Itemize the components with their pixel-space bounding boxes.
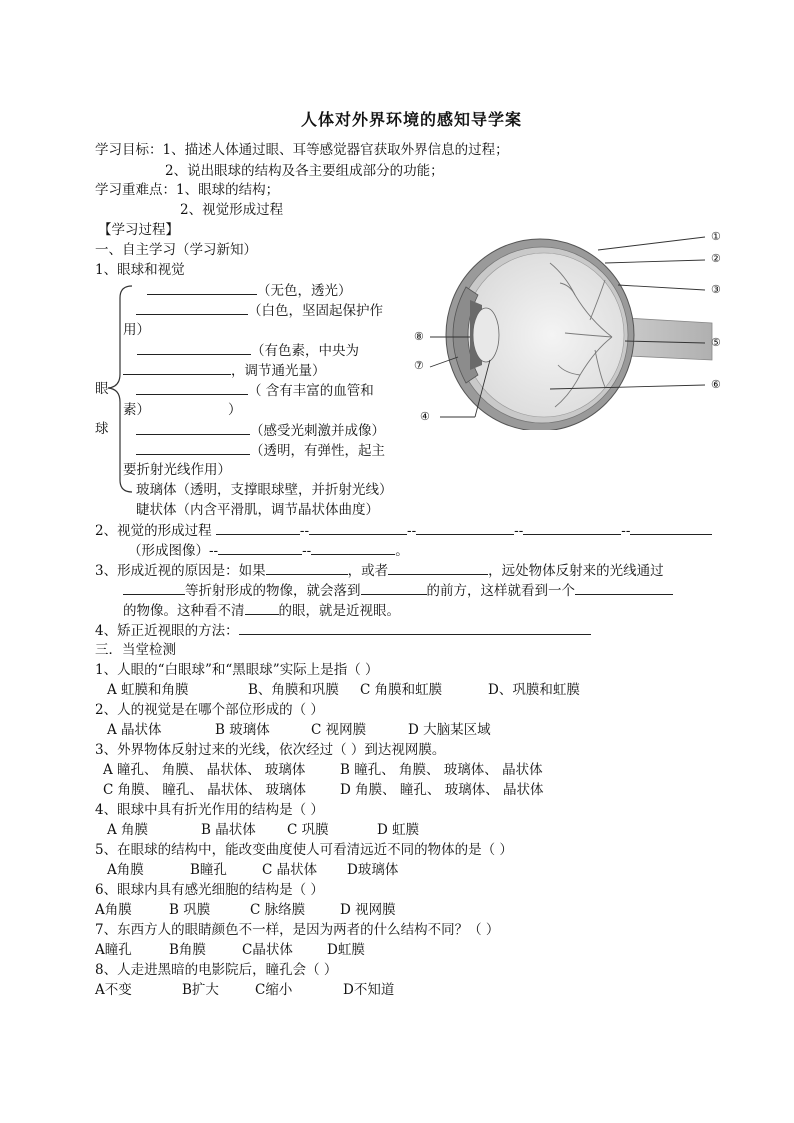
blank-line[interactable] (218, 541, 302, 555)
blank-line[interactable] (523, 521, 621, 535)
q2-opt-d[interactable]: D 大脑某区域 (408, 722, 491, 738)
blank-line[interactable] (266, 561, 348, 575)
section2-heading: 三．当堂检测 (95, 642, 176, 658)
keypoints-line-1 (95, 181, 279, 199)
diagram-label-4: ④ (420, 410, 430, 423)
q1-opt-c[interactable]: C 角膜和虹膜 (360, 682, 443, 698)
q4-line: 4、矫正近视眼的方法： (95, 621, 591, 640)
blank-line[interactable] (136, 421, 250, 435)
row-choroid: （ 含有丰富的血管和 (136, 381, 374, 400)
question-5: 5、在眼球的结构中，能改变曲度使人可看清远近不同的物体的是（ ） (95, 842, 513, 858)
blank-line[interactable] (575, 581, 673, 595)
question-3: 3、外界物体反射过来的光线，依次经过（ ）到达视网膜。 (95, 742, 446, 758)
q5-opt-d[interactable]: D玻璃体 (347, 862, 399, 878)
blank-line[interactable] (388, 561, 488, 575)
diagram-label-2: ② (711, 252, 721, 265)
q6-opt-b[interactable]: B 巩膜 (169, 902, 211, 918)
blank-line[interactable] (137, 341, 251, 355)
question-1: 1、人眼的“白眼球”和“黑眼球”实际上是指（ ） (95, 662, 379, 678)
q4-opt-c[interactable]: C 巩膜 (287, 822, 329, 838)
diagram-label-8: ⑧ (414, 330, 424, 343)
brace-char-ball: 球 (95, 421, 109, 437)
blank-line[interactable] (416, 521, 514, 535)
diagram-label-1: ① (711, 230, 721, 243)
blank-line[interactable] (136, 441, 250, 455)
row-iris: （有色素，中央为 (137, 341, 359, 360)
blank-line[interactable] (245, 601, 279, 615)
row-iris-cont: ，调节通光量） (123, 361, 326, 380)
q3-opt-d[interactable]: D 角膜、 瞳孔、 玻璃体、 晶状体 (340, 782, 544, 798)
q3-opt-b[interactable]: B 瞳孔、 角膜、 玻璃体、 晶状体 (340, 762, 543, 778)
q3-opt-a[interactable]: A 瞳孔、 角膜、 晶状体、 玻璃体 (103, 762, 306, 778)
q6-opt-a[interactable]: A角膜 (95, 902, 132, 918)
row-lens-cont: 要折射光线作用） (123, 462, 231, 478)
q4-opt-a[interactable]: A 角膜 (107, 822, 149, 838)
q2-opt-a[interactable]: A 晶状体 (107, 722, 162, 738)
q5-opt-a[interactable]: A角膜 (107, 862, 144, 878)
blank-line[interactable] (136, 381, 248, 395)
q6-opt-c[interactable]: C 脉络膜 (250, 902, 306, 918)
q1-opt-a[interactable]: A 虹膜和角膜 (107, 682, 189, 698)
goal-2: 2、说出眼球的结构及各主要组成部分的功能； (165, 163, 444, 179)
q1-opt-d[interactable]: D、巩膜和虹膜 (488, 682, 580, 698)
blank-line[interactable] (123, 361, 231, 375)
q1-opt-b[interactable]: B、角膜和巩膜 (248, 682, 339, 698)
diagram-label-6: ⑥ (711, 378, 721, 391)
q2-line2: （形成图像）-- -- 。 (128, 543, 409, 559)
q3-line2: 等折射形成的物像，就会落到 的前方，这样就看到一个 (123, 581, 673, 600)
blank-line[interactable] (147, 281, 257, 295)
keypoints-label: 学习重难点： (95, 182, 176, 198)
q7-opt-a[interactable]: A瞳孔 (95, 942, 132, 958)
q2-line1: 2、视觉的形成过程 -- -- -- -- (95, 521, 712, 540)
blank-line[interactable] (216, 521, 300, 535)
q7-opt-c[interactable]: C晶状体 (242, 942, 293, 958)
blank-line[interactable] (630, 521, 712, 535)
row-lens: （透明，有弹性，起主 (136, 441, 385, 460)
blank-line[interactable] (311, 541, 395, 555)
keypoint-2: 2、视觉形成过程 (180, 202, 284, 218)
row-ciliary: 睫状体（内含平滑肌，调节晶状体曲度） (136, 502, 379, 518)
question-4: 4、眼球中具有折光作用的结构是（ ） (95, 802, 324, 818)
q3-line1: 3、形成近视的原因是：如果 ，或者 ，远处物体反射来的光线通过 (95, 563, 664, 579)
question-8: 8、人走进黑暗的电影院后，瞳孔会（ ） (95, 962, 338, 978)
q8-opt-c[interactable]: C缩小 (255, 982, 293, 998)
blank-line[interactable] (309, 521, 407, 535)
row-sclera: （白色，坚固起保护作 (136, 301, 383, 320)
goals-line-1 (95, 141, 509, 159)
q2-opt-c[interactable]: C 视网膜 (311, 722, 367, 738)
page-title: 人体对外界环境的感知导学案 (301, 110, 523, 129)
question-2: 2、人的视觉是在哪个部位形成的（ ） (95, 702, 324, 718)
row-cornea: （无色，透光） (147, 281, 352, 300)
q8-opt-d[interactable]: D不知道 (343, 982, 395, 998)
diagram-label-3: ③ (711, 283, 721, 296)
q8-opt-a[interactable]: A不变 (95, 982, 132, 998)
q2-opt-b[interactable]: B 玻璃体 (215, 722, 270, 738)
q5-opt-c[interactable]: C 晶状体 (262, 862, 318, 878)
eye-diagram (400, 225, 730, 430)
goals-label: 学习目标： (95, 142, 163, 158)
row-vitreous: 玻璃体（透明，支撑眼球壁，并折射光线） (136, 482, 393, 498)
section1-sub1: 1、眼球和视觉 (95, 262, 185, 278)
lens (473, 308, 499, 362)
q5-opt-b[interactable]: B瞳孔 (190, 862, 227, 878)
q7-opt-d[interactable]: D虹膜 (327, 942, 365, 958)
q3-line3: 的物像。这种看不清 的眼，就是近视眼。 (123, 603, 400, 619)
question-6: 6、眼球内具有感光细胞的结构是（ ） (95, 882, 324, 898)
q8-opt-b[interactable]: B扩大 (182, 982, 219, 998)
diagram-label-5: ⑤ (711, 336, 721, 349)
brace-char-eye: 眼 (95, 381, 109, 397)
question-7: 7、东西方人的眼睛颜色不一样，是因为两者的什么结构不同？（ ） (95, 922, 500, 938)
row-sclera-cont: 用） (123, 322, 150, 338)
blank-line[interactable] (123, 581, 185, 595)
keypoint-1: 1、眼球的结构； (176, 182, 280, 198)
goal-1: 1、描述人体通过眼、耳等感觉器官获取外界信息的过程； (162, 142, 509, 158)
row-retina: （感受光刺激并成像） (136, 421, 385, 440)
diagram-label-7: ⑦ (414, 359, 424, 372)
section1-heading: 一、自主学习（学习新知） (95, 242, 257, 258)
blank-line[interactable] (136, 301, 248, 315)
row-choroid-cont: 素） ） (123, 402, 242, 418)
process-label: 【学习过程】 (98, 222, 179, 238)
q7-opt-b[interactable]: B角膜 (169, 942, 206, 958)
q4-opt-d[interactable]: D 虹膜 (377, 822, 420, 838)
blank-line[interactable] (361, 581, 427, 595)
blank-line[interactable] (239, 621, 591, 635)
q6-opt-d[interactable]: D 视网膜 (340, 902, 396, 918)
q4-opt-b[interactable]: B 晶状体 (201, 822, 256, 838)
q3-opt-c[interactable]: C 角膜、 瞳孔、 晶状体、 玻璃体 (103, 782, 306, 798)
